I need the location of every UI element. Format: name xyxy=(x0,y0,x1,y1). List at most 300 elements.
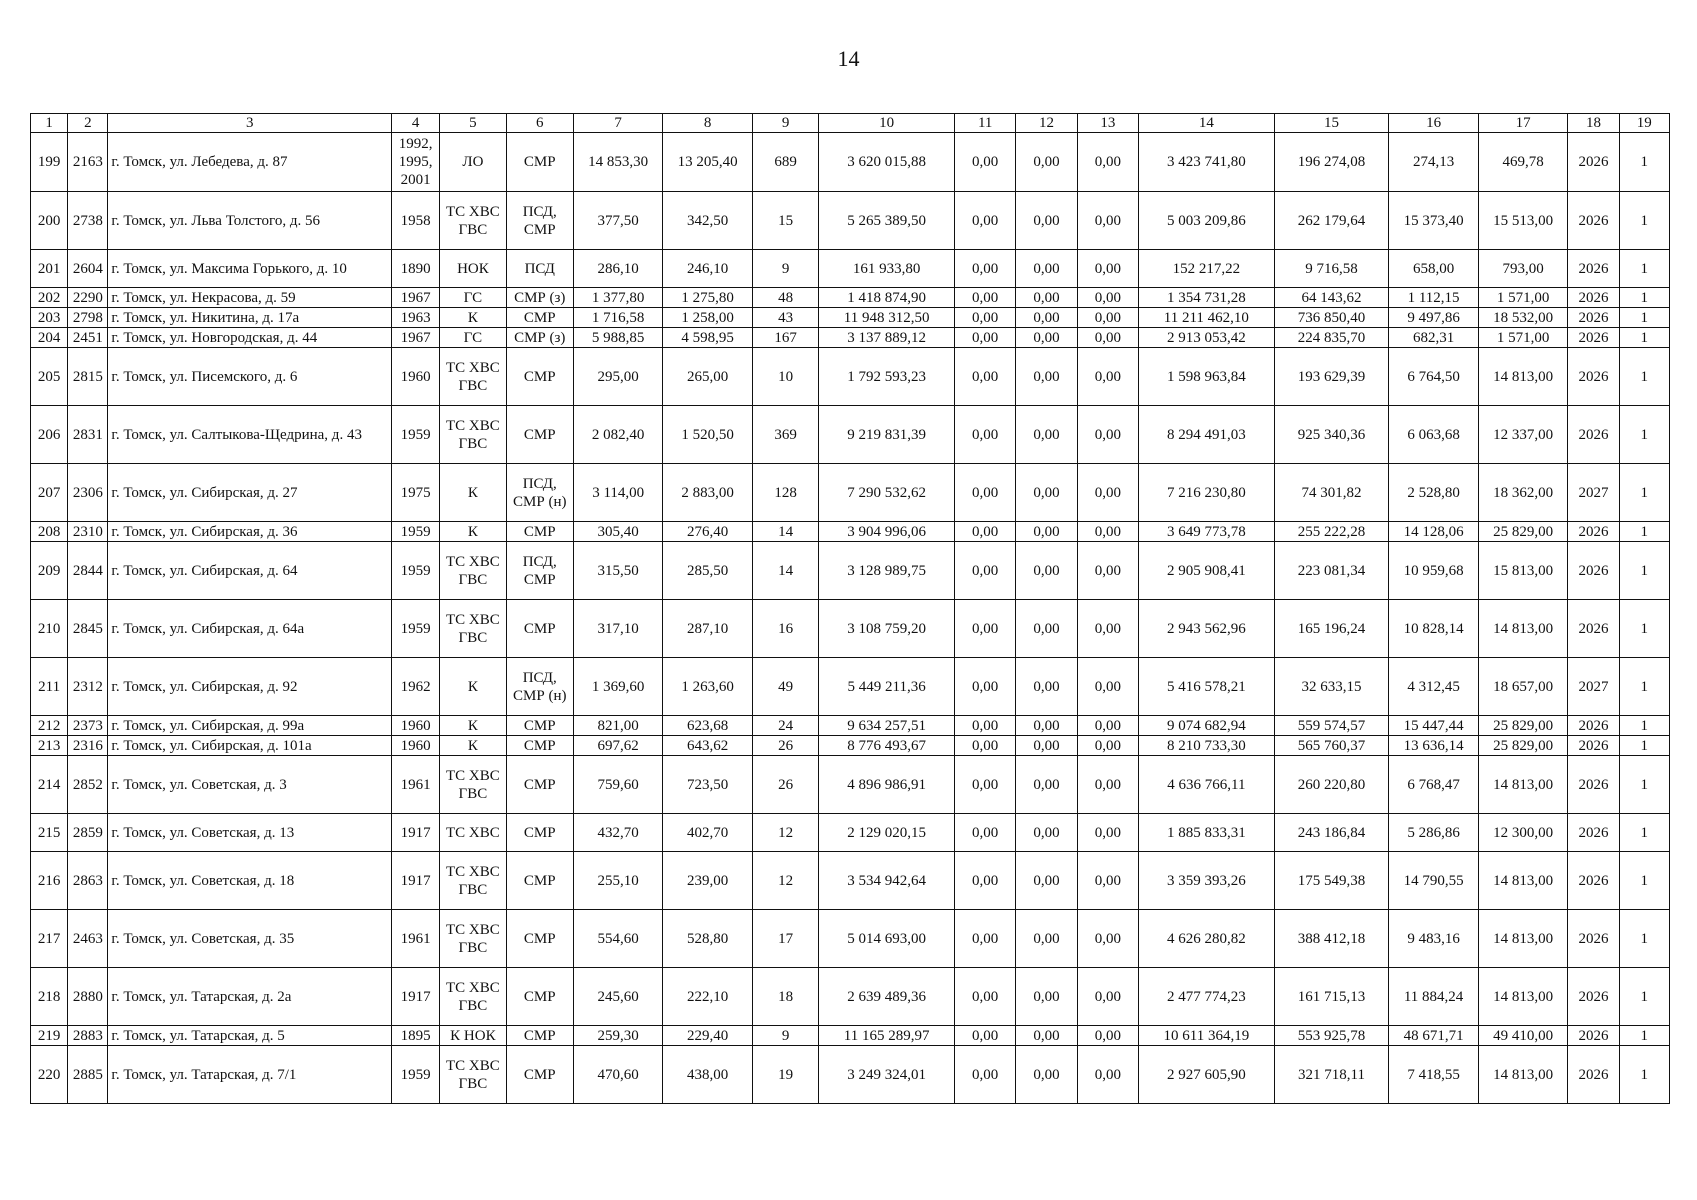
cell-col-15: 736 850,40 xyxy=(1274,308,1389,328)
cell-col-3: г. Томск, ул. Татарская, д. 5 xyxy=(108,1026,392,1046)
cell-col-5: К xyxy=(440,308,506,328)
cell-col-3: г. Томск, ул. Некрасова, д. 59 xyxy=(108,288,392,308)
cell-col-4: 1917 xyxy=(391,968,439,1026)
table-row xyxy=(31,736,1670,756)
cell-col-17: 12 337,00 xyxy=(1478,406,1567,464)
cell-col-3: г. Томск, ул. Сибирская, д. 64а xyxy=(108,600,392,658)
cell-col-12: 0,00 xyxy=(1016,658,1077,716)
cell-col-3: г. Томск, ул. Сибирская, д. 27 xyxy=(108,464,392,522)
cell-col-6: СМР xyxy=(506,1046,573,1104)
cell-col-7: 5 988,85 xyxy=(573,328,662,348)
cell-col-10: 3 904 996,06 xyxy=(819,522,955,542)
cell-col-12: 0,00 xyxy=(1016,348,1077,406)
cell-col-16: 2 528,80 xyxy=(1389,464,1478,522)
cell-col-17: 14 813,00 xyxy=(1478,756,1567,814)
column-header-9: 9 xyxy=(752,114,818,133)
cell-col-11: 0,00 xyxy=(955,852,1016,910)
cell-col-8: 1 520,50 xyxy=(663,406,752,464)
column-header-1: 1 xyxy=(31,114,68,133)
cell-col-14: 3 359 393,26 xyxy=(1138,852,1274,910)
cell-col-6: СМР xyxy=(506,910,573,968)
table-row xyxy=(31,133,1670,192)
cell-col-9: 26 xyxy=(752,736,818,756)
cell-col-7: 1 369,60 xyxy=(573,658,662,716)
table-row xyxy=(31,406,1670,464)
cell-col-13: 0,00 xyxy=(1077,192,1138,250)
table-row xyxy=(31,192,1670,250)
cell-col-6: СМР xyxy=(506,133,573,192)
cell-col-14: 8 210 733,30 xyxy=(1138,736,1274,756)
cell-col-15: 260 220,80 xyxy=(1274,756,1389,814)
cell-col-2: 2885 xyxy=(68,1046,108,1104)
table-row xyxy=(31,756,1670,814)
cell-col-1: 205 xyxy=(31,348,68,406)
table-row xyxy=(31,600,1670,658)
cell-col-14: 9 074 682,94 xyxy=(1138,716,1274,736)
cell-col-18: 2026 xyxy=(1568,133,1619,192)
cell-col-5: К xyxy=(440,716,506,736)
cell-col-19: 1 xyxy=(1619,250,1669,288)
cell-col-7: 317,10 xyxy=(573,600,662,658)
cell-col-14: 2 913 053,42 xyxy=(1138,328,1274,348)
cell-col-13: 0,00 xyxy=(1077,348,1138,406)
table-row xyxy=(31,1026,1670,1046)
cell-col-18: 2026 xyxy=(1568,328,1619,348)
cell-col-15: 9 716,58 xyxy=(1274,250,1389,288)
cell-col-18: 2026 xyxy=(1568,716,1619,736)
column-header-10: 10 xyxy=(819,114,955,133)
cell-col-9: 16 xyxy=(752,600,818,658)
cell-col-7: 245,60 xyxy=(573,968,662,1026)
table-row xyxy=(31,658,1670,716)
cell-col-5: ТС ХВС ГВС xyxy=(440,1046,506,1104)
table-row xyxy=(31,716,1670,736)
cell-col-4: 1959 xyxy=(391,406,439,464)
cell-col-5: К НОК xyxy=(440,1026,506,1046)
cell-col-2: 2306 xyxy=(68,464,108,522)
cell-col-8: 528,80 xyxy=(663,910,752,968)
cell-col-17: 1 571,00 xyxy=(1478,288,1567,308)
cell-col-9: 9 xyxy=(752,1026,818,1046)
cell-col-7: 286,10 xyxy=(573,250,662,288)
cell-col-12: 0,00 xyxy=(1016,814,1077,852)
cell-col-10: 3 534 942,64 xyxy=(819,852,955,910)
cell-col-11: 0,00 xyxy=(955,600,1016,658)
cell-col-16: 274,13 xyxy=(1389,133,1478,192)
cell-col-3: г. Томск, ул. Сибирская, д. 64 xyxy=(108,542,392,600)
cell-col-16: 7 418,55 xyxy=(1389,1046,1478,1104)
column-header-2: 2 xyxy=(68,114,108,133)
cell-col-19: 1 xyxy=(1619,406,1669,464)
cell-col-2: 2451 xyxy=(68,328,108,348)
table-header-row xyxy=(31,114,1670,133)
cell-col-8: 342,50 xyxy=(663,192,752,250)
cell-col-11: 0,00 xyxy=(955,1046,1016,1104)
cell-col-9: 14 xyxy=(752,542,818,600)
cell-col-3: г. Томск, ул. Новгородская, д. 44 xyxy=(108,328,392,348)
cell-col-4: 1960 xyxy=(391,348,439,406)
cell-col-1: 210 xyxy=(31,600,68,658)
cell-col-11: 0,00 xyxy=(955,522,1016,542)
cell-col-18: 2026 xyxy=(1568,756,1619,814)
page-number: 14 xyxy=(837,46,860,71)
cell-col-17: 25 829,00 xyxy=(1478,736,1567,756)
cell-col-5: ТС ХВС ГВС xyxy=(440,192,506,250)
cell-col-10: 3 249 324,01 xyxy=(819,1046,955,1104)
cell-col-1: 216 xyxy=(31,852,68,910)
cell-col-6: СМР xyxy=(506,736,573,756)
cell-col-9: 15 xyxy=(752,192,818,250)
cell-col-9: 689 xyxy=(752,133,818,192)
cell-col-7: 1 377,80 xyxy=(573,288,662,308)
cell-col-1: 218 xyxy=(31,968,68,1026)
column-header-5: 5 xyxy=(440,114,506,133)
table-row xyxy=(31,542,1670,600)
cell-col-6: ПСД, СМР xyxy=(506,542,573,600)
cell-col-15: 161 715,13 xyxy=(1274,968,1389,1026)
cell-col-5: ТС ХВС ГВС xyxy=(440,406,506,464)
cell-col-8: 13 205,40 xyxy=(663,133,752,192)
column-header-15: 15 xyxy=(1274,114,1389,133)
cell-col-12: 0,00 xyxy=(1016,736,1077,756)
cell-col-6: ПСД, СМР (н) xyxy=(506,464,573,522)
cell-col-13: 0,00 xyxy=(1077,736,1138,756)
cell-col-16: 4 312,45 xyxy=(1389,658,1478,716)
cell-col-19: 1 xyxy=(1619,288,1669,308)
cell-col-14: 1 354 731,28 xyxy=(1138,288,1274,308)
cell-col-13: 0,00 xyxy=(1077,658,1138,716)
cell-col-4: 1960 xyxy=(391,736,439,756)
cell-col-8: 2 883,00 xyxy=(663,464,752,522)
cell-col-19: 1 xyxy=(1619,328,1669,348)
cell-col-3: г. Томск, ул. Лебедева, д. 87 xyxy=(108,133,392,192)
cell-col-8: 276,40 xyxy=(663,522,752,542)
cell-col-12: 0,00 xyxy=(1016,192,1077,250)
cell-col-7: 2 082,40 xyxy=(573,406,662,464)
cell-col-19: 1 xyxy=(1619,814,1669,852)
cell-col-10: 5 265 389,50 xyxy=(819,192,955,250)
cell-col-10: 7 290 532,62 xyxy=(819,464,955,522)
capital-repair-table xyxy=(30,113,1670,1104)
column-header-12: 12 xyxy=(1016,114,1077,133)
cell-col-10: 161 933,80 xyxy=(819,250,955,288)
cell-col-6: СМР xyxy=(506,348,573,406)
cell-col-3: г. Томск, ул. Татарская, д. 2а xyxy=(108,968,392,1026)
cell-col-2: 2815 xyxy=(68,348,108,406)
cell-col-5: ТС ХВС ГВС xyxy=(440,542,506,600)
cell-col-4: 1961 xyxy=(391,910,439,968)
cell-col-3: г. Томск, ул. Сибирская, д. 99а xyxy=(108,716,392,736)
cell-col-10: 11 165 289,97 xyxy=(819,1026,955,1046)
cell-col-10: 2 639 489,36 xyxy=(819,968,955,1026)
cell-col-19: 1 xyxy=(1619,910,1669,968)
cell-col-4: 1890 xyxy=(391,250,439,288)
cell-col-1: 212 xyxy=(31,716,68,736)
cell-col-6: СМР (з) xyxy=(506,328,573,348)
cell-col-7: 377,50 xyxy=(573,192,662,250)
cell-col-9: 48 xyxy=(752,288,818,308)
cell-col-4: 1963 xyxy=(391,308,439,328)
cell-col-8: 1 258,00 xyxy=(663,308,752,328)
cell-col-16: 9 497,86 xyxy=(1389,308,1478,328)
cell-col-18: 2026 xyxy=(1568,522,1619,542)
cell-col-17: 18 532,00 xyxy=(1478,308,1567,328)
cell-col-12: 0,00 xyxy=(1016,464,1077,522)
cell-col-17: 18 657,00 xyxy=(1478,658,1567,716)
table-row xyxy=(31,522,1670,542)
cell-col-12: 0,00 xyxy=(1016,328,1077,348)
cell-col-9: 49 xyxy=(752,658,818,716)
cell-col-8: 438,00 xyxy=(663,1046,752,1104)
cell-col-14: 2 905 908,41 xyxy=(1138,542,1274,600)
table-row xyxy=(31,852,1670,910)
cell-col-8: 229,40 xyxy=(663,1026,752,1046)
cell-col-18: 2026 xyxy=(1568,852,1619,910)
cell-col-12: 0,00 xyxy=(1016,756,1077,814)
cell-col-13: 0,00 xyxy=(1077,1026,1138,1046)
cell-col-4: 1960 xyxy=(391,716,439,736)
cell-col-15: 925 340,36 xyxy=(1274,406,1389,464)
cell-col-11: 0,00 xyxy=(955,308,1016,328)
cell-col-10: 11 948 312,50 xyxy=(819,308,955,328)
cell-col-6: СМР xyxy=(506,1026,573,1046)
cell-col-14: 5 003 209,86 xyxy=(1138,192,1274,250)
cell-col-11: 0,00 xyxy=(955,910,1016,968)
cell-col-17: 14 813,00 xyxy=(1478,968,1567,1026)
table-row xyxy=(31,910,1670,968)
cell-col-17: 15 813,00 xyxy=(1478,542,1567,600)
cell-col-4: 1917 xyxy=(391,814,439,852)
cell-col-12: 0,00 xyxy=(1016,1046,1077,1104)
cell-col-9: 24 xyxy=(752,716,818,736)
cell-col-13: 0,00 xyxy=(1077,600,1138,658)
cell-col-19: 1 xyxy=(1619,658,1669,716)
cell-col-1: 213 xyxy=(31,736,68,756)
cell-col-17: 18 362,00 xyxy=(1478,464,1567,522)
cell-col-6: ПСД xyxy=(506,250,573,288)
cell-col-7: 3 114,00 xyxy=(573,464,662,522)
cell-col-14: 4 626 280,82 xyxy=(1138,910,1274,968)
cell-col-19: 1 xyxy=(1619,756,1669,814)
cell-col-9: 369 xyxy=(752,406,818,464)
cell-col-15: 321 718,11 xyxy=(1274,1046,1389,1104)
column-header-4: 4 xyxy=(391,114,439,133)
cell-col-2: 2798 xyxy=(68,308,108,328)
cell-col-6: СМР xyxy=(506,756,573,814)
cell-col-13: 0,00 xyxy=(1077,852,1138,910)
cell-col-18: 2026 xyxy=(1568,736,1619,756)
cell-col-11: 0,00 xyxy=(955,348,1016,406)
cell-col-8: 265,00 xyxy=(663,348,752,406)
cell-col-3: г. Томск, ул. Салтыкова-Щедрина, д. 43 xyxy=(108,406,392,464)
cell-col-5: ГС xyxy=(440,288,506,308)
cell-col-8: 623,68 xyxy=(663,716,752,736)
cell-col-9: 19 xyxy=(752,1046,818,1104)
cell-col-7: 697,62 xyxy=(573,736,662,756)
cell-col-1: 201 xyxy=(31,250,68,288)
cell-col-6: СМР xyxy=(506,522,573,542)
cell-col-11: 0,00 xyxy=(955,1026,1016,1046)
cell-col-16: 1 112,15 xyxy=(1389,288,1478,308)
cell-col-18: 2026 xyxy=(1568,192,1619,250)
cell-col-1: 215 xyxy=(31,814,68,852)
cell-col-17: 14 813,00 xyxy=(1478,910,1567,968)
cell-col-9: 128 xyxy=(752,464,818,522)
cell-col-5: ТС ХВС ГВС xyxy=(440,910,506,968)
cell-col-18: 2027 xyxy=(1568,464,1619,522)
table-body xyxy=(31,133,1670,1104)
cell-col-5: К xyxy=(440,736,506,756)
cell-col-17: 25 829,00 xyxy=(1478,716,1567,736)
cell-col-13: 0,00 xyxy=(1077,133,1138,192)
cell-col-6: СМР xyxy=(506,852,573,910)
cell-col-4: 1959 xyxy=(391,600,439,658)
cell-col-5: ГС xyxy=(440,328,506,348)
cell-col-19: 1 xyxy=(1619,852,1669,910)
cell-col-1: 200 xyxy=(31,192,68,250)
cell-col-11: 0,00 xyxy=(955,328,1016,348)
cell-col-6: СМР xyxy=(506,308,573,328)
cell-col-1: 202 xyxy=(31,288,68,308)
cell-col-9: 14 xyxy=(752,522,818,542)
cell-col-12: 0,00 xyxy=(1016,542,1077,600)
cell-col-10: 4 896 986,91 xyxy=(819,756,955,814)
cell-col-12: 0,00 xyxy=(1016,308,1077,328)
cell-col-16: 5 286,86 xyxy=(1389,814,1478,852)
table-row xyxy=(31,288,1670,308)
cell-col-7: 14 853,30 xyxy=(573,133,662,192)
cell-col-13: 0,00 xyxy=(1077,756,1138,814)
cell-col-2: 2604 xyxy=(68,250,108,288)
cell-col-18: 2026 xyxy=(1568,308,1619,328)
cell-col-6: СМР xyxy=(506,406,573,464)
cell-col-16: 682,31 xyxy=(1389,328,1478,348)
cell-col-14: 1 598 963,84 xyxy=(1138,348,1274,406)
cell-col-4: 1959 xyxy=(391,522,439,542)
cell-col-14: 4 636 766,11 xyxy=(1138,756,1274,814)
cell-col-13: 0,00 xyxy=(1077,716,1138,736)
cell-col-8: 287,10 xyxy=(663,600,752,658)
cell-col-11: 0,00 xyxy=(955,192,1016,250)
cell-col-8: 246,10 xyxy=(663,250,752,288)
cell-col-19: 1 xyxy=(1619,716,1669,736)
cell-col-18: 2026 xyxy=(1568,600,1619,658)
table-row xyxy=(31,1046,1670,1104)
cell-col-5: ТС ХВС ГВС xyxy=(440,968,506,1026)
cell-col-14: 7 216 230,80 xyxy=(1138,464,1274,522)
cell-col-1: 219 xyxy=(31,1026,68,1046)
cell-col-16: 11 884,24 xyxy=(1389,968,1478,1026)
cell-col-12: 0,00 xyxy=(1016,716,1077,736)
column-header-6: 6 xyxy=(506,114,573,133)
cell-col-11: 0,00 xyxy=(955,756,1016,814)
cell-col-8: 222,10 xyxy=(663,968,752,1026)
cell-col-3: г. Томск, ул. Советская, д. 3 xyxy=(108,756,392,814)
cell-col-15: 175 549,38 xyxy=(1274,852,1389,910)
cell-col-3: г. Томск, ул. Максима Горького, д. 10 xyxy=(108,250,392,288)
cell-col-15: 553 925,78 xyxy=(1274,1026,1389,1046)
cell-col-2: 2163 xyxy=(68,133,108,192)
cell-col-2: 2883 xyxy=(68,1026,108,1046)
cell-col-12: 0,00 xyxy=(1016,250,1077,288)
cell-col-17: 25 829,00 xyxy=(1478,522,1567,542)
cell-col-13: 0,00 xyxy=(1077,1046,1138,1104)
cell-col-9: 12 xyxy=(752,852,818,910)
table-row xyxy=(31,250,1670,288)
cell-col-13: 0,00 xyxy=(1077,328,1138,348)
cell-col-4: 1967 xyxy=(391,288,439,308)
cell-col-17: 469,78 xyxy=(1478,133,1567,192)
cell-col-4: 1967 xyxy=(391,328,439,348)
cell-col-12: 0,00 xyxy=(1016,133,1077,192)
cell-col-7: 1 716,58 xyxy=(573,308,662,328)
cell-col-5: К xyxy=(440,658,506,716)
column-header-16: 16 xyxy=(1389,114,1478,133)
cell-col-12: 0,00 xyxy=(1016,968,1077,1026)
cell-col-15: 165 196,24 xyxy=(1274,600,1389,658)
cell-col-11: 0,00 xyxy=(955,736,1016,756)
cell-col-19: 1 xyxy=(1619,968,1669,1026)
cell-col-13: 0,00 xyxy=(1077,250,1138,288)
cell-col-15: 565 760,37 xyxy=(1274,736,1389,756)
cell-col-11: 0,00 xyxy=(955,288,1016,308)
cell-col-7: 554,60 xyxy=(573,910,662,968)
cell-col-18: 2026 xyxy=(1568,814,1619,852)
cell-col-2: 2845 xyxy=(68,600,108,658)
cell-col-16: 6 764,50 xyxy=(1389,348,1478,406)
cell-col-19: 1 xyxy=(1619,542,1669,600)
cell-col-8: 285,50 xyxy=(663,542,752,600)
cell-col-10: 5 449 211,36 xyxy=(819,658,955,716)
cell-col-18: 2026 xyxy=(1568,968,1619,1026)
cell-col-16: 14 790,55 xyxy=(1389,852,1478,910)
cell-col-6: ПСД, СМР (н) xyxy=(506,658,573,716)
cell-col-9: 10 xyxy=(752,348,818,406)
cell-col-10: 3 620 015,88 xyxy=(819,133,955,192)
cell-col-14: 2 927 605,90 xyxy=(1138,1046,1274,1104)
cell-col-18: 2026 xyxy=(1568,542,1619,600)
cell-col-16: 13 636,14 xyxy=(1389,736,1478,756)
cell-col-19: 1 xyxy=(1619,736,1669,756)
cell-col-6: СМР xyxy=(506,716,573,736)
cell-col-13: 0,00 xyxy=(1077,464,1138,522)
column-header-13: 13 xyxy=(1077,114,1138,133)
cell-col-19: 1 xyxy=(1619,464,1669,522)
cell-col-9: 167 xyxy=(752,328,818,348)
column-header-18: 18 xyxy=(1568,114,1619,133)
cell-col-7: 315,50 xyxy=(573,542,662,600)
cell-col-12: 0,00 xyxy=(1016,1026,1077,1046)
cell-col-15: 74 301,82 xyxy=(1274,464,1389,522)
column-header-14: 14 xyxy=(1138,114,1274,133)
cell-col-2: 2852 xyxy=(68,756,108,814)
cell-col-1: 211 xyxy=(31,658,68,716)
cell-col-10: 1 418 874,90 xyxy=(819,288,955,308)
cell-col-15: 388 412,18 xyxy=(1274,910,1389,968)
cell-col-3: г. Томск, ул. Татарская, д. 7/1 xyxy=(108,1046,392,1104)
cell-col-3: г. Томск, ул. Писемского, д. 6 xyxy=(108,348,392,406)
cell-col-5: ЛО xyxy=(440,133,506,192)
cell-col-1: 214 xyxy=(31,756,68,814)
cell-col-10: 5 014 693,00 xyxy=(819,910,955,968)
cell-col-17: 14 813,00 xyxy=(1478,1046,1567,1104)
cell-col-15: 196 274,08 xyxy=(1274,133,1389,192)
cell-col-4: 1895 xyxy=(391,1026,439,1046)
cell-col-2: 2831 xyxy=(68,406,108,464)
cell-col-1: 209 xyxy=(31,542,68,600)
cell-col-9: 17 xyxy=(752,910,818,968)
cell-col-16: 10 959,68 xyxy=(1389,542,1478,600)
